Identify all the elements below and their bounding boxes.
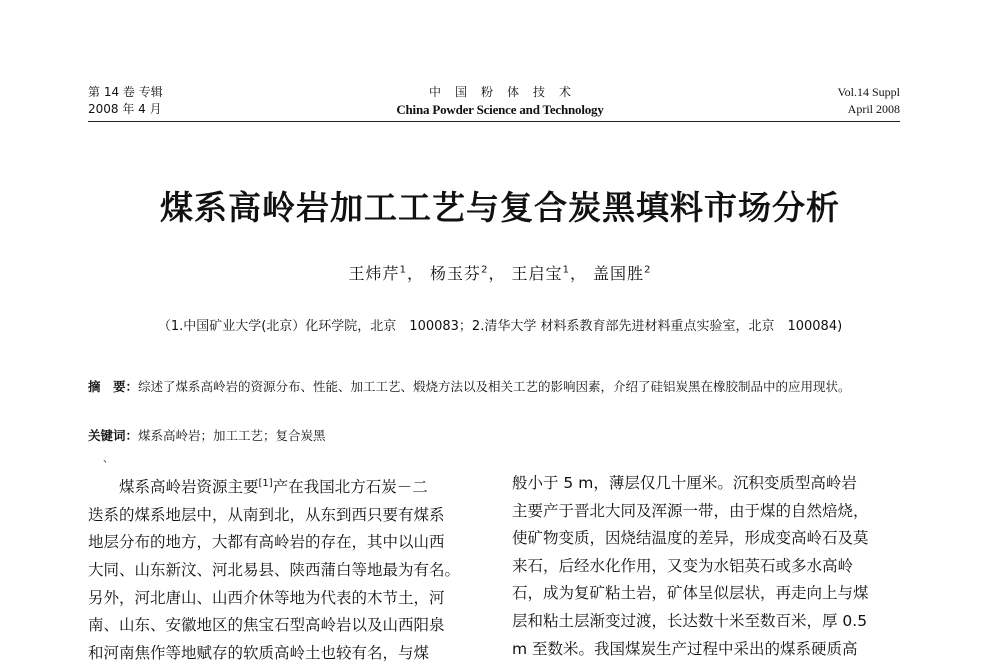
author-affiliation-mark: 1 <box>562 264 570 276</box>
author-affiliation-mark: 2 <box>644 264 652 276</box>
keywords-text: 煤系高岭岩；加工工艺；复合炭黑 <box>138 428 326 443</box>
body-line: 主要产于晋北大同及浑源一带，由于煤的自然焙烧， <box>512 501 869 520</box>
journal-name-cn: 中国粉体技术 <box>428 85 585 99</box>
author-affiliation-mark: 2 <box>481 264 489 276</box>
journal-name <box>340 84 660 118</box>
body-column-right <box>512 470 904 663</box>
header-rule <box>88 121 900 122</box>
body-text: 产在我国北方石炭－二 <box>272 478 428 497</box>
stray-mark: 、 <box>103 454 113 465</box>
body-text: 煤系高岭岩资源主要 <box>119 478 259 497</box>
publication-date: 2008 年 4 月 <box>88 102 162 116</box>
body-line: 使矿物变质，因烧结温度的差异，形成变高岭石及莫 <box>512 529 869 548</box>
keywords <box>88 426 903 445</box>
abstract-label: 摘 要： <box>88 379 139 394</box>
author-name: 王启宝 <box>511 264 563 283</box>
body-line <box>88 470 480 502</box>
author-name: 王炜芹 <box>348 264 400 283</box>
author-name: 盖国胜 <box>593 264 645 283</box>
abstract <box>88 377 903 396</box>
volume-issue-en: Vol.14 Suppl <box>837 85 900 99</box>
body-line: m 至数米。我国煤炭生产过程中采出的煤系硬质高 <box>512 639 858 658</box>
body-line: 大同、山东新汶、河北易县、陕西蒲白等地最为有名。 <box>88 560 461 579</box>
body-line: 另外，河北唐山、山西介休等地为代表的木节土，河 <box>88 588 445 607</box>
body-line: 迭系的煤系地层中，从南到北，从东到西只要有煤系 <box>88 505 445 524</box>
author-affiliation-mark: 1 <box>399 264 407 276</box>
publication-date-en: April 2008 <box>847 102 900 116</box>
body-line: 般小于 5 m，薄层仅几十厘米。沉积变质型高岭岩 <box>512 474 857 492</box>
abstract-text: 综述了煤系高岭岩的资源分布、性能、加工工艺、煅烧方法以及相关工艺的影响因素，介绍了硅铝炭黑在橡胶制品中的应用现状。 <box>138 379 851 394</box>
body-line: 来石，后经水化作用，又变为水铝英石或多水高岭 <box>512 556 854 575</box>
paper-title: 煤系高岭岩加工工艺与复合炭黑填料市场分析 <box>160 188 840 227</box>
body-column-left <box>88 470 480 667</box>
body-line: 地层分布的地方，大都有高岭岩的存在，其中以山西 <box>88 533 445 552</box>
affiliations: （1.中国矿业大学(北京）化环学院，北京 100083；2.清华大学 材料系教育部先进材料重点实验室，北京 100084) <box>157 319 843 334</box>
journal-volume-info-en <box>838 84 900 118</box>
author-list <box>100 261 900 284</box>
reference-mark: [1] <box>258 478 273 489</box>
volume-issue: 第 14 卷 专辑 <box>88 85 163 99</box>
journal-name-en: China Powder Science and Technology <box>396 102 604 117</box>
body-line: 和河南焦作等地赋存的软质高岭土也较有名，与煤 <box>88 643 430 662</box>
journal-volume-info <box>88 84 163 118</box>
author-separator: ， <box>406 264 424 283</box>
author-name: 杨玉芬 <box>430 264 482 283</box>
body-line: 石，成为复矿粘土岩，矿体呈似层状，再走向上与煤 <box>512 584 869 603</box>
keywords-label: 关键词： <box>88 428 139 443</box>
author-separator: ， <box>488 264 506 283</box>
author-separator: ， <box>569 264 587 283</box>
body-line: 层和粘土层渐变过渡，长达数十米至数百米，厚 0.5 <box>512 611 868 630</box>
body-line: 南、山东、安徽地区的焦宝石型高岭岩以及山西阳泉 <box>88 616 445 635</box>
